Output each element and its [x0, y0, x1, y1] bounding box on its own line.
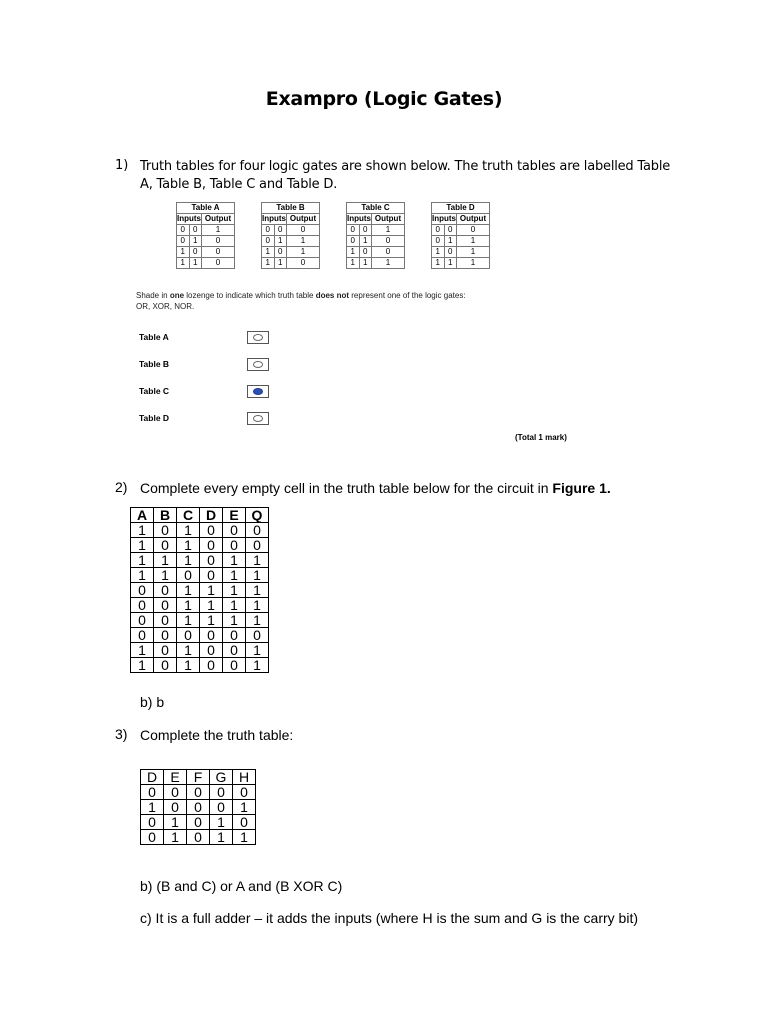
table-cell: 0 [187, 800, 210, 815]
question-3-text: Complete the truth table: [140, 727, 294, 743]
table-cell: 0 [233, 815, 256, 830]
table-cell: 1 [274, 236, 287, 247]
table-cell: 1 [202, 225, 235, 236]
question-3-number: 3) [115, 726, 128, 742]
table-cell: 1 [223, 553, 246, 568]
table-cell: 1 [457, 247, 490, 258]
table-cell: 1 [246, 658, 269, 673]
table-cell: 1 [131, 568, 154, 583]
table-cell: 1 [177, 258, 190, 269]
table-row [141, 815, 256, 830]
table-cell: 0 [154, 613, 177, 628]
column-header: D [200, 508, 223, 523]
table-cell: 1 [347, 258, 360, 269]
table-cell: 1 [154, 568, 177, 583]
table-cell: 0 [154, 643, 177, 658]
table-cell: 1 [359, 258, 372, 269]
table-cell: 0 [274, 225, 287, 236]
mini-truth-table [176, 202, 235, 269]
table-cell: 0 [202, 236, 235, 247]
option-label: Table D [139, 413, 170, 423]
output-header: Output [372, 214, 405, 225]
table-cell: 1 [233, 800, 256, 815]
table-row [262, 236, 320, 247]
table-cell: 0 [444, 247, 457, 258]
table-cell: 0 [359, 247, 372, 258]
table-cell: 0 [141, 815, 164, 830]
mini-truth-table [346, 202, 405, 269]
output-header: Output [202, 214, 235, 225]
table-cell: 1 [189, 258, 202, 269]
table-cell: 1 [233, 830, 256, 845]
table-cell: 0 [444, 225, 457, 236]
table-cell: 1 [287, 236, 320, 247]
table-row [131, 643, 269, 658]
table-cell: 0 [131, 598, 154, 613]
table-cell: 1 [246, 613, 269, 628]
table-cell: 1 [262, 258, 275, 269]
table-cell: 1 [210, 830, 233, 845]
table-row [131, 598, 269, 613]
table-cell: 0 [189, 225, 202, 236]
table-row [262, 247, 320, 258]
output-header: Output [287, 214, 320, 225]
table-cell: 0 [359, 225, 372, 236]
table-cell: 1 [287, 247, 320, 258]
table-row [131, 583, 269, 598]
table-cell: 0 [154, 538, 177, 553]
table-cell: 1 [164, 830, 187, 845]
mini-truth-table [431, 202, 490, 269]
table-cell: 0 [154, 598, 177, 613]
instruction-part-2: OR, XOR, NOR. [136, 302, 195, 311]
table-row [347, 236, 405, 247]
option-label: Table C [139, 386, 170, 396]
table-cell: 0 [457, 225, 490, 236]
lozenge-box[interactable] [247, 358, 269, 371]
table-cell: 0 [187, 830, 210, 845]
table-cell: 0 [154, 628, 177, 643]
table-cell: 1 [177, 583, 200, 598]
table-cell: 1 [177, 538, 200, 553]
table-cell: 1 [457, 258, 490, 269]
column-header: H [233, 770, 256, 785]
table-cell: 0 [233, 785, 256, 800]
table-row [177, 247, 235, 258]
table-cell: 1 [177, 523, 200, 538]
question-1-text: Truth tables for four logic gates are shown below. The truth tables are labelled Table A, Table B, Table C and Table D. [140, 159, 671, 192]
table-cell: 1 [177, 613, 200, 628]
question-1-number: 1) [115, 158, 129, 173]
table-cell: 0 [177, 236, 190, 247]
column-header: Q [246, 508, 269, 523]
instruction-part-1: Shade in one lozenge to indicate which truth table does not represent one of the logic gates: [136, 291, 466, 300]
table-cell: 0 [141, 785, 164, 800]
table-cell: 1 [177, 598, 200, 613]
page-title: Exampro (Logic Gates) [265, 88, 503, 110]
question-2-text: Complete every empty cell in the truth table below for the circuit in Figure 1. [140, 480, 611, 496]
option-label: Table B [139, 359, 170, 369]
table-cell: 1 [223, 568, 246, 583]
figure-1-truth-table [130, 507, 269, 673]
table-cell: 0 [164, 800, 187, 815]
question-2-part-b: b) b [140, 694, 165, 710]
table-row [432, 258, 490, 269]
table-cell: 1 [131, 538, 154, 553]
table-row [131, 538, 269, 553]
table-cell: 0 [202, 258, 235, 269]
table-row [347, 258, 405, 269]
table-cell: 1 [444, 236, 457, 247]
table-cell: 1 [131, 643, 154, 658]
column-header: G [210, 770, 233, 785]
table-cell: 1 [223, 598, 246, 613]
table-cell: 1 [164, 815, 187, 830]
column-header: B [154, 508, 177, 523]
table-cell: 1 [359, 236, 372, 247]
inputs-header: Inputs [432, 214, 456, 223]
table-cell: 1 [200, 613, 223, 628]
table-cell: 0 [372, 247, 405, 258]
table-cell: 1 [154, 553, 177, 568]
column-header: E [223, 508, 246, 523]
table-cell: 1 [200, 583, 223, 598]
table-cell: 1 [372, 258, 405, 269]
table-cell: 1 [189, 236, 202, 247]
table-cell: 1 [347, 247, 360, 258]
table-cell: 1 [223, 583, 246, 598]
question-2-number: 2) [115, 479, 128, 495]
table-cell: 0 [177, 568, 200, 583]
table-cell: 0 [141, 830, 164, 845]
table-cell: 1 [432, 247, 445, 258]
header-row [141, 770, 256, 785]
table-cell: 0 [164, 785, 187, 800]
table-row [177, 225, 235, 236]
table-cell: 0 [223, 643, 246, 658]
lozenge-box[interactable] [247, 412, 269, 425]
table-row [131, 628, 269, 643]
table-cell: 1 [262, 247, 275, 258]
column-header: F [187, 770, 210, 785]
table-cell: 1 [223, 613, 246, 628]
table-caption: Table A [177, 203, 235, 214]
table-cell: 0 [131, 613, 154, 628]
table-cell: 0 [287, 258, 320, 269]
table-row [131, 523, 269, 538]
table-cell: 0 [223, 523, 246, 538]
table-cell: 1 [177, 553, 200, 568]
table-cell: 1 [200, 598, 223, 613]
table-cell: 1 [131, 658, 154, 673]
table-cell: 1 [131, 553, 154, 568]
table-cell: 0 [200, 628, 223, 643]
table-cell: 0 [246, 523, 269, 538]
table-cell: 0 [154, 583, 177, 598]
option-label: Table A [139, 332, 169, 342]
table-row [347, 225, 405, 236]
table-cell: 0 [262, 225, 275, 236]
table-row [262, 258, 320, 269]
table-cell: 0 [200, 643, 223, 658]
table-row [131, 553, 269, 568]
output-header: Output [457, 214, 490, 225]
table-cell: 0 [347, 236, 360, 247]
table-row [347, 247, 405, 258]
question-3-part-b: b) (B and C) or A and (B XOR C) [140, 878, 343, 894]
mini-truth-table [261, 202, 320, 269]
table-cell: 0 [189, 247, 202, 258]
lozenge[interactable] [253, 334, 263, 341]
column-header: D [141, 770, 164, 785]
table-cell: 0 [131, 628, 154, 643]
question-3-part-c: c) It is a full adder – it adds the inputs (where H is the sum and G is the carry bit) [140, 910, 638, 926]
table-row [141, 785, 256, 800]
table-cell: 0 [372, 236, 405, 247]
table-cell: 0 [347, 225, 360, 236]
lozenge-box[interactable] [247, 385, 269, 398]
table-cell: 1 [246, 643, 269, 658]
table-caption: Table D [432, 203, 490, 214]
column-header: A [131, 508, 154, 523]
lozenge[interactable] [253, 415, 263, 422]
table-cell: 0 [262, 236, 275, 247]
table-cell: 1 [246, 598, 269, 613]
table-cell: 0 [202, 247, 235, 258]
total-mark: (Total 1 mark) [515, 433, 567, 442]
table-cell: 1 [177, 643, 200, 658]
table-cell: 0 [200, 538, 223, 553]
table-cell: 1 [432, 258, 445, 269]
question-3-truth-table [140, 769, 256, 845]
table-cell: 0 [177, 628, 200, 643]
table-caption: Table C [347, 203, 405, 214]
lozenge[interactable] [253, 361, 263, 368]
shade-instruction [136, 290, 466, 312]
table-row [141, 830, 256, 845]
table-cell: 1 [246, 583, 269, 598]
column-header: C [177, 508, 200, 523]
table-row [432, 247, 490, 258]
inputs-header: Inputs [262, 214, 286, 223]
table-cell: 1 [372, 225, 405, 236]
table-cell: 1 [177, 247, 190, 258]
table-cell: 0 [223, 658, 246, 673]
table-cell: 0 [223, 538, 246, 553]
table-cell: 0 [246, 538, 269, 553]
table-cell: 0 [187, 785, 210, 800]
table-cell: 1 [246, 568, 269, 583]
table-cell: 1 [141, 800, 164, 815]
inputs-header: Inputs [177, 214, 201, 223]
table-row [177, 236, 235, 247]
table-row [177, 258, 235, 269]
table-cell: 0 [210, 800, 233, 815]
table-cell: 0 [200, 523, 223, 538]
table-cell: 0 [154, 658, 177, 673]
table-cell: 0 [432, 236, 445, 247]
table-row [432, 236, 490, 247]
table-cell: 1 [274, 258, 287, 269]
table-cell: 0 [131, 583, 154, 598]
table-caption: Table B [262, 203, 320, 214]
table-row [131, 568, 269, 583]
table-cell: 0 [223, 628, 246, 643]
table-cell: 0 [200, 658, 223, 673]
header-row [131, 508, 269, 523]
table-cell: 1 [444, 258, 457, 269]
table-row [131, 613, 269, 628]
table-cell: 0 [287, 225, 320, 236]
table-cell: 1 [210, 815, 233, 830]
table-cell: 0 [177, 225, 190, 236]
table-cell: 1 [131, 523, 154, 538]
table-row [141, 800, 256, 815]
table-cell: 0 [432, 225, 445, 236]
table-row [262, 225, 320, 236]
table-row [432, 225, 490, 236]
table-cell: 0 [200, 568, 223, 583]
lozenge[interactable] [253, 388, 263, 395]
table-cell: 1 [177, 658, 200, 673]
table-cell: 1 [457, 236, 490, 247]
table-row [131, 658, 269, 673]
table-cell: 1 [246, 553, 269, 568]
column-header: E [164, 770, 187, 785]
lozenge-box[interactable] [247, 331, 269, 344]
table-cell: 0 [246, 628, 269, 643]
inputs-header: Inputs [347, 214, 371, 223]
table-cell: 0 [274, 247, 287, 258]
table-cell: 0 [210, 785, 233, 800]
table-cell: 0 [200, 553, 223, 568]
table-cell: 0 [154, 523, 177, 538]
table-cell: 0 [187, 815, 210, 830]
